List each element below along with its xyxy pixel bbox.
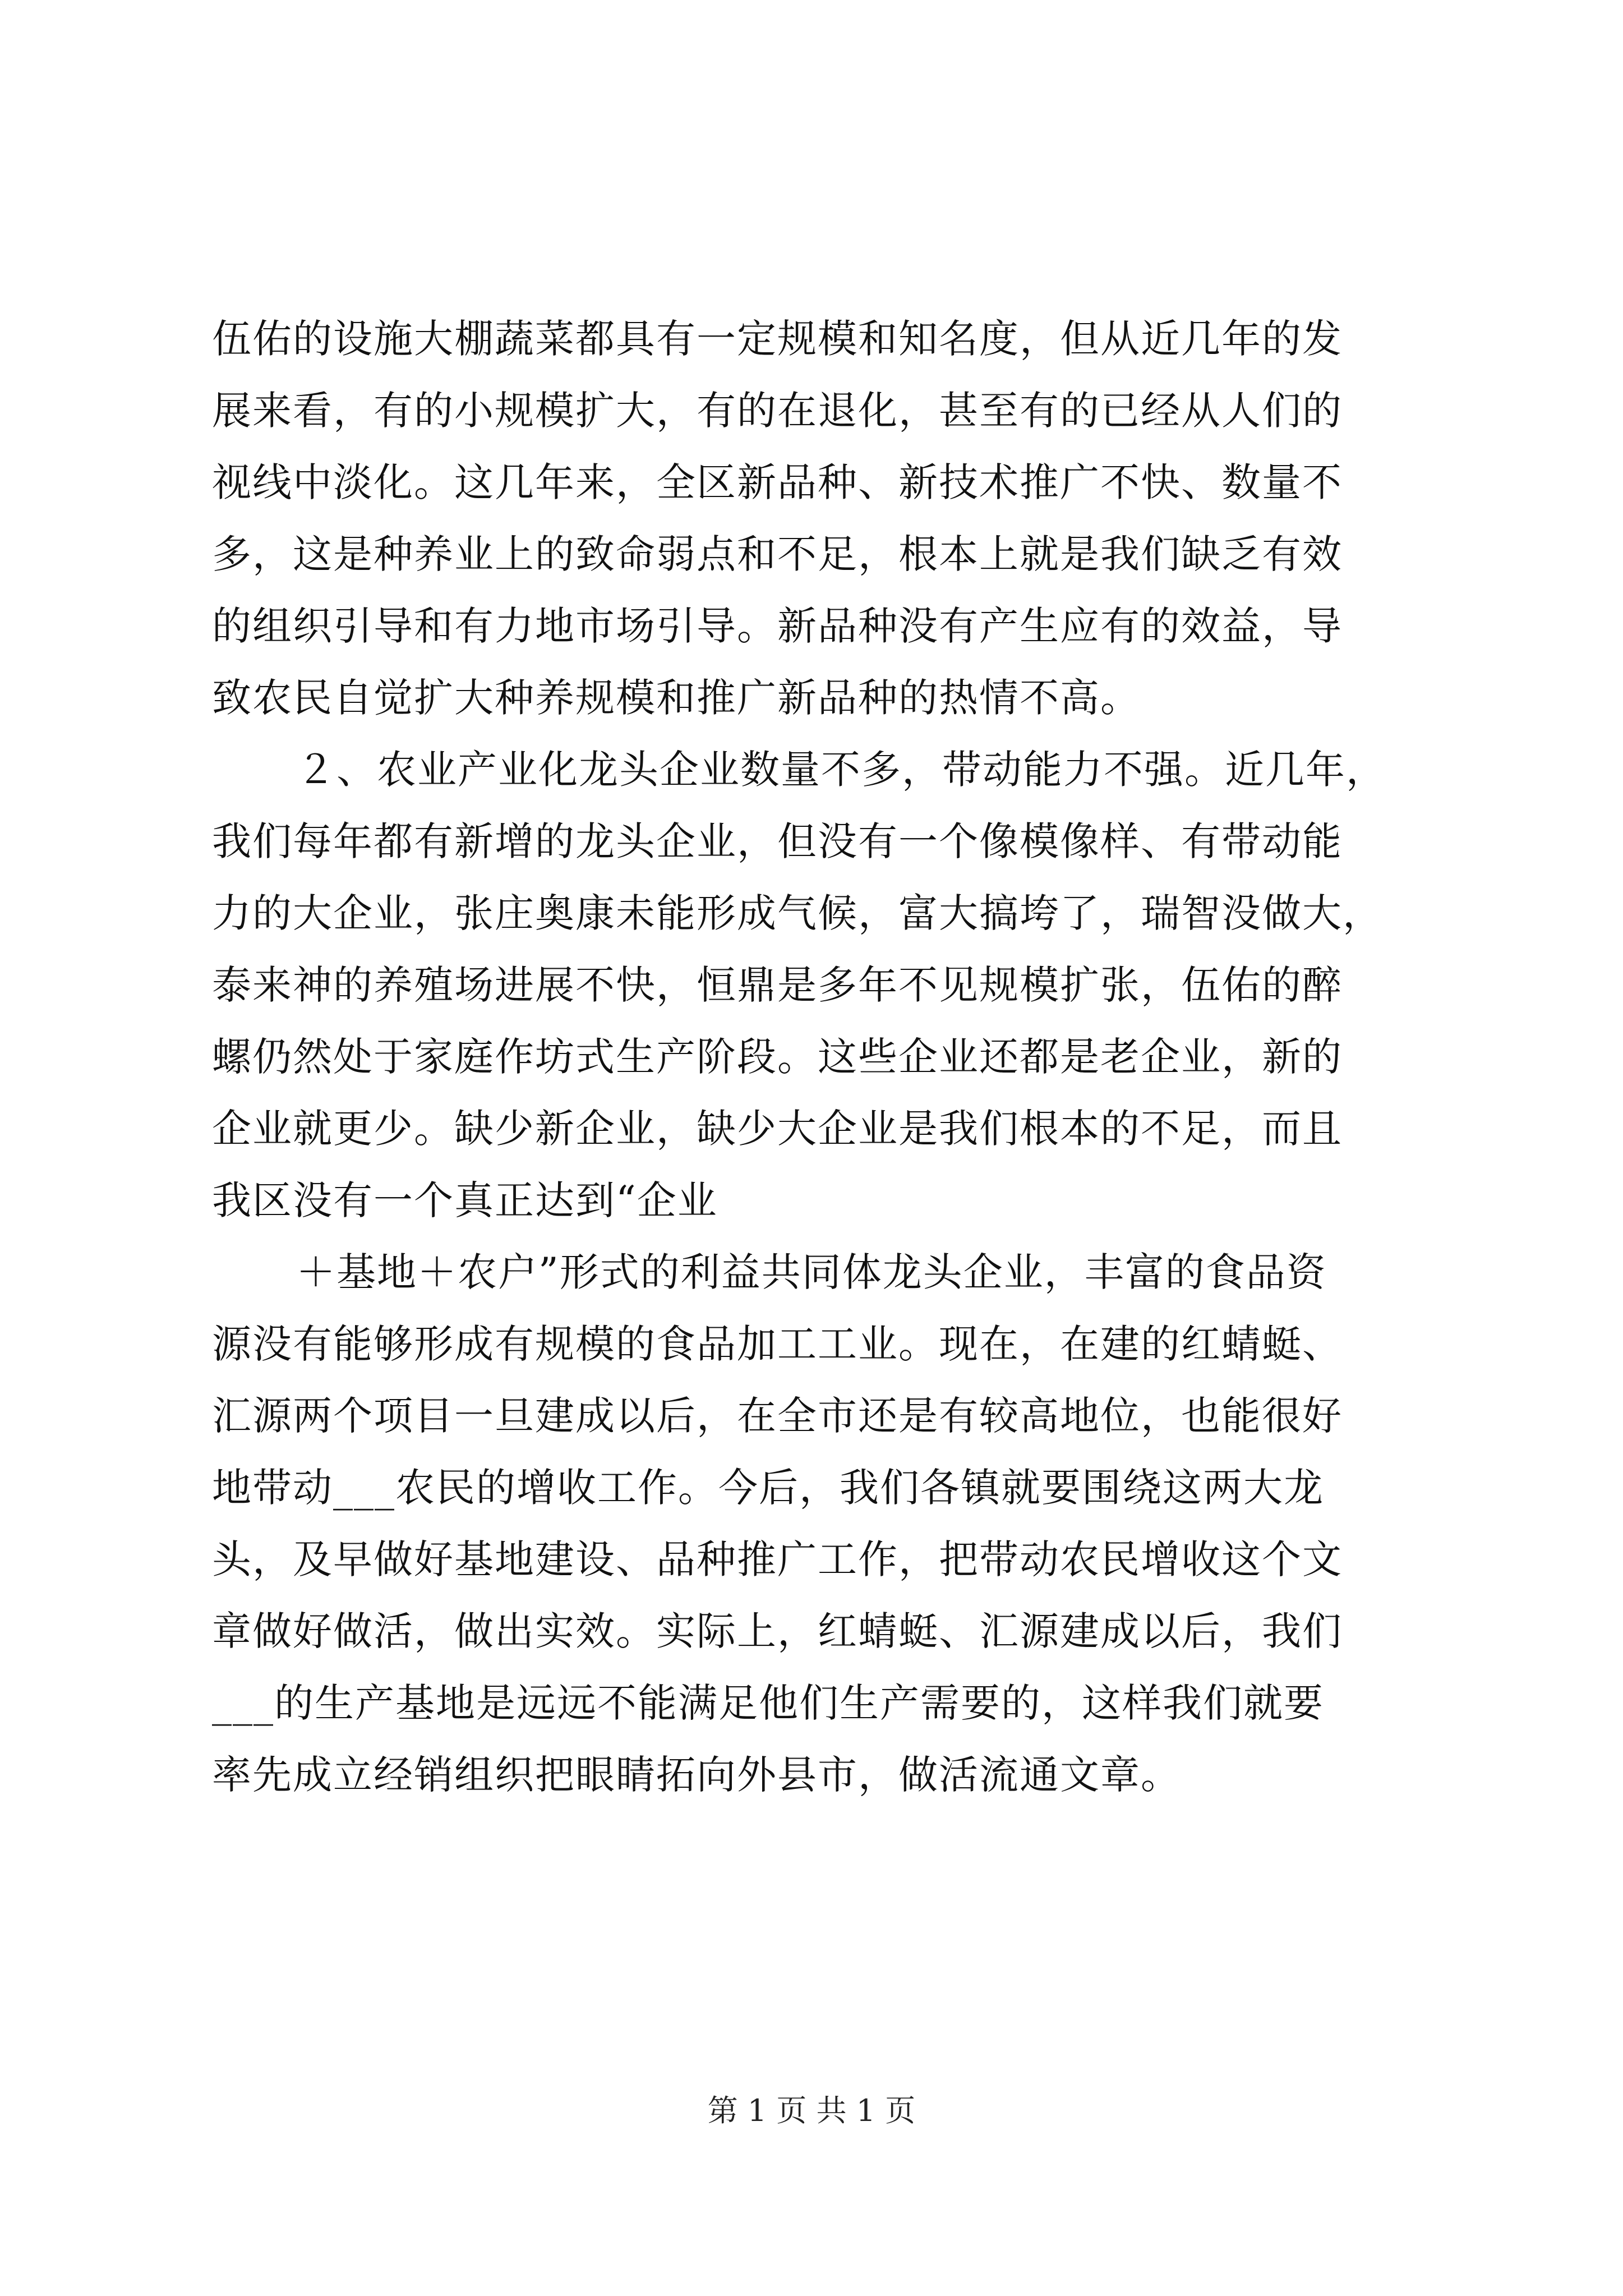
paragraph-2	[212, 734, 1418, 1236]
text-line: 率先成立经销组织把眼睛拓向外县市，做活流通文章。	[212, 1752, 1181, 1798]
text-line: 地带动___农民的增收工作。今后，我们各镇就要围绕这两大龙	[212, 1465, 1324, 1511]
text-line: ２、农业产业化龙头企业数量不多，带动能力不强。近几年，	[296, 747, 1386, 793]
paragraph-3	[212, 1236, 1418, 1811]
text-line: 头，及早做好基地建设、品种推广工作，把带动农民增收这个文	[212, 1536, 1343, 1582]
text-line: 的组织引导和有力地市场引导。新品种没有产生应有的效益，导	[212, 603, 1343, 649]
text-line: 源没有能够形成有规模的食品加工工业。现在，在建的红蜻蜓、	[212, 1321, 1343, 1367]
text-line: 视线中淡化。这几年来，全区新品种、新技术推广不快、数量不	[212, 459, 1343, 505]
text-line: 企业就更少。缺少新企业，缺少大企业是我们根本的不足，而且	[212, 1106, 1343, 1152]
text-line: 螺仍然处于家庭作坊式生产阶段。这些企业还都是老企业，新的	[212, 1034, 1343, 1080]
text-line: ___的生产基地是远远不能满足他们生产需要的，这样我们就要	[212, 1680, 1324, 1726]
text-line: 章做好做活，做出实效。实际上，红蜻蜓、汇源建成以后，我们	[212, 1608, 1343, 1654]
text-line: 泰来神的养殖场进展不快，恒鼎是多年不见规模扩张，伍佑的醉	[212, 962, 1343, 1008]
text-line: 伍佑的设施大棚蔬菜都具有一定规模和知名度，但从近几年的发	[212, 316, 1343, 362]
text-line: 多，这是种养业上的致命弱点和不足，根本上就是我们缺乏有效	[212, 531, 1343, 577]
page-footer	[0, 2087, 1623, 2130]
text-line: 汇源两个项目一旦建成以后，在全市还是有较高地位，也能很好	[212, 1393, 1343, 1439]
text-line: 我们每年都有新增的龙头企业，但没有一个像模像样、有带动能	[212, 818, 1343, 864]
text-line: ＋基地＋农户”形式的利益共同体龙头企业，丰富的食品资	[296, 1249, 1327, 1295]
paragraph-1	[212, 303, 1418, 734]
text-line: 致农民自觉扩大种养规模和推广新品种的热情不高。	[212, 675, 1141, 721]
text-line: 力的大企业，张庄奥康未能形成气候，富大搞垮了，瑞智没做大，	[212, 890, 1383, 936]
text-line: 展来看，有的小规模扩大，有的在退化，甚至有的已经从人们的	[212, 388, 1343, 434]
document-body	[212, 303, 1418, 1811]
text-line: 我区没有一个真正达到“企业	[212, 1177, 718, 1223]
page-number-label: 第 1 页 共 1 页	[707, 2093, 916, 2128]
